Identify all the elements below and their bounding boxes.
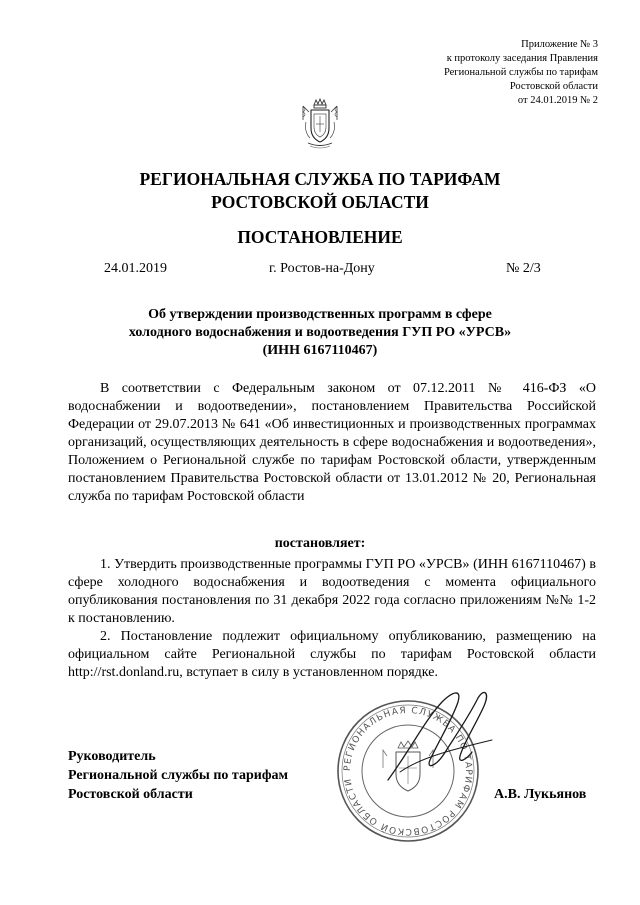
document-type: ПОСТАНОВЛЕНИЕ xyxy=(237,227,403,247)
appendix-line: Ростовской области xyxy=(509,81,598,92)
signatory-name: А.В. Лукьянов xyxy=(494,787,587,802)
organization-title xyxy=(0,168,640,214)
organization-title-line: РЕГИОНАЛЬНАЯ СЛУЖБА ПО ТАРИФАМ xyxy=(139,169,501,189)
signatory-title xyxy=(68,747,288,804)
resolves-heading: постановляет: xyxy=(274,536,366,551)
subject-line: Об утверждении производственных программ в сфере xyxy=(148,307,492,322)
document-number: № 2/3 xyxy=(506,261,541,276)
appendix-line: к протоколу заседания Правления xyxy=(446,53,598,64)
document-subject xyxy=(0,306,640,360)
signatory-title-line: Ростовской области xyxy=(68,787,193,802)
coat-of-arms-icon xyxy=(300,98,340,150)
appendix-note xyxy=(444,38,598,108)
document-city: г. Ростов-на-Дону xyxy=(269,261,375,276)
appendix-line: Региональной службы по тарифам xyxy=(443,67,598,78)
resolution-item-2: 2. Постановление подлежит официальному опубликованию, размещению на официальном сайте Региональной службы по тарифам Ростовской области http://rst.donland.ru, вступает в силу в установленном порядке. xyxy=(68,629,596,680)
signatory-title-line: Региональной службы по тарифам xyxy=(68,768,289,783)
preamble-paragraph: В соответствии с Федеральным законом от 07.12.2011 № 416-ФЗ «О водоснабжении и водоотведении», постановлением Правительства Российской Федерации от 29.07.2013 № 641 «Об инвестиционных и производственных программах организаций, осуществляющих деятельность в сфере водоснабжения и водоотведения», Положением о Региональной службе по тарифам Ростовской области, утвержденным постановлением Правительства Ростовской области от 13.01.2012 № 20, Региональная служба по тарифам Ростовской области xyxy=(68,381,596,504)
organization-title-line: РОСТОВСКОЙ ОБЛАСТИ xyxy=(211,192,429,212)
appendix-line: от 24.01.2019 № 2 xyxy=(517,95,598,106)
seal-text: РЕГИОНАЛЬНАЯ СЛУЖБА ПО ТАРИФАМ РОСТОВСКОЙ ОБЛАСТИ xyxy=(342,705,474,837)
appendix-line: Приложение № 3 xyxy=(521,39,598,50)
subject-line: (ИНН 6167110467) xyxy=(262,343,378,358)
document-date: 24.01.2019 xyxy=(104,261,167,276)
signatory-title-line: Руководитель xyxy=(68,749,156,764)
resolution-item-1: 1. Утвердить производственные программы ГУП РО «УРСВ» (ИНН 6167110467) в сфере холодного водоснабжения и водоотведения с момента официального опубликования постановления по 31 декабря 2022 года согласно приложениям №№ 1-2 к постановлению. xyxy=(68,557,596,626)
handwritten-signature-icon xyxy=(380,680,500,790)
subject-line: холодного водоснабжения и водоотведения ГУП РО «УРСВ» xyxy=(128,325,512,340)
